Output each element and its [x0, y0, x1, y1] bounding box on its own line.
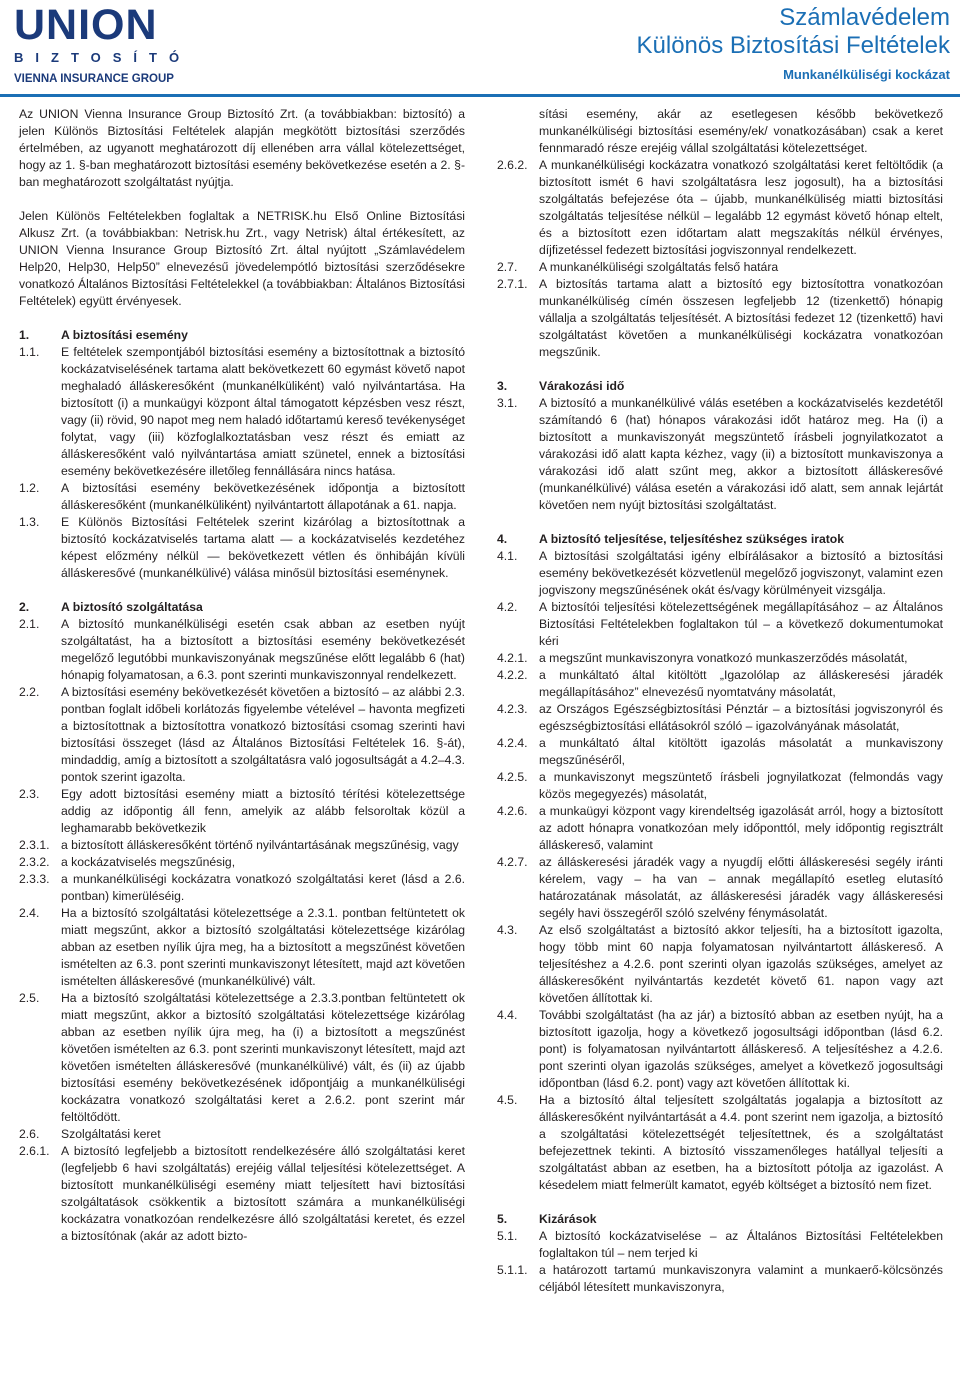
clause-item [497, 667, 943, 701]
clause-text: a munkanélküliségi kockázatra vonatkozó szolgáltatási keret (lásd a 2.6. pontban) kimerüléséig. [61, 872, 465, 903]
clause-number: 2.6.1. [19, 1144, 50, 1158]
clause-text: a munkaviszonyt megszüntető írásbeli jognyilatkozat (felmondás vagy közös megegyezés) másolatát, [539, 770, 943, 801]
spacer [19, 310, 465, 327]
section-title: A biztosító teljesítése, teljesítéshez szükséges iratok [539, 532, 845, 546]
header-divider [0, 94, 960, 97]
clause-text: a munkaügyi központ vagy kirendeltség igazolását arról, hogy a biztosított az adott hónapra vonatkozóan mely időponttól, mely időpontig regisztrált álláskereső, valamint [539, 804, 943, 852]
section-number: 2. [19, 600, 30, 614]
section-title: Kizárások [539, 1212, 597, 1226]
section-title: Várakozási idő [539, 379, 625, 393]
clause-item [19, 990, 465, 1126]
clause-item [497, 1262, 943, 1296]
spacer [497, 514, 943, 531]
clause-number: 5.1. [497, 1229, 518, 1243]
clause-item [19, 1126, 465, 1143]
document-title-block [637, 4, 951, 84]
section-number: 5. [497, 1212, 508, 1226]
clause-item [19, 905, 465, 990]
section-title: A biztosítási esemény [61, 328, 188, 342]
clause-text: a munkáltató által kitöltött „Igazolólap az álláskeresési járadék megállapításához” elnevezésű nyomtatvány másolatát, [539, 668, 943, 699]
clause-item [497, 548, 943, 599]
clause-text: az álláskeresési járadék vagy a nyugdíj előtti álláskeresési segély iránti kérelem, vagy – ha van – annak megállapító esetleg elutasító határozatának másolatát, az álláskeresési járadék vagy álláskeresési segély havi összegéről szóló szelvény fénymásolatát. [539, 855, 943, 920]
clause-item [19, 871, 465, 905]
clause-number: 2.5. [19, 991, 40, 1005]
section-heading [497, 1211, 943, 1228]
right-column [497, 106, 943, 1296]
clause-item [497, 1007, 943, 1092]
clause-number: 4.3. [497, 923, 518, 937]
clause-number: 4.2.2. [497, 668, 528, 682]
clause-item [497, 854, 943, 922]
clause-number: 5.1.1. [497, 1263, 528, 1277]
section-heading [19, 327, 465, 344]
document-subtitle: Különös Biztosítási Feltételek [636, 32, 950, 59]
clause-text: A biztosítói teljesítési kötelezettségének megállapításához – az Általános Biztosítási Feltételekben foglaltakon túl – a következő dokumentumokat kéri [539, 600, 943, 648]
clause-number: 2.3.2. [19, 855, 50, 869]
clause-text: A biztosítás tartama alatt a biztosító egy biztosítottra vonatkozóan munkanélküliség címén összesen legfeljebb 12 (tizenkettő) hónapig vállalja a szolgáltatás teljesítését. A biztosítási fedezet 12 (tizenkettő) havi szolgáltatást követően a munkanélküliségi kockázatra vonatkozóan megszűnik. [539, 277, 943, 359]
clause-item [19, 344, 465, 480]
spacer [19, 582, 465, 599]
clause-number: 4.4. [497, 1008, 518, 1022]
clause-text: A biztosítási szolgáltatási igény elbírálásakor a biztosító a biztosítási esemény bekövetkezését közvetlenül megelőző jogviszonyt, valamint ezen jogviszony megszűnésének okát és/vagy körülményeit vizsgálja. [539, 549, 943, 597]
clause-number: 4.2.5. [497, 770, 528, 784]
clause-text: Szolgáltatási keret [61, 1127, 161, 1141]
logo-biztosito-text: BIZTOSÍTÓ [14, 50, 192, 65]
section-heading [19, 599, 465, 616]
clause-item [497, 1092, 943, 1194]
clause-number: 4.2.3. [497, 702, 528, 716]
clause-item [19, 1143, 465, 1245]
clause-text: Az első szolgáltatást a biztosító akkor teljesíti, ha a biztosított igazolta, hogy több mint 60 napja folyamatosan nyilvántartott álláskereső. A teljesítéshez a 4.2.6. pont szerinti olyan igazolás szükséges, amelyet az álláskeresőként nyilvántartás kezdetét követő 61. napon vagy azt követően állítottak ki. [539, 923, 943, 1005]
clause-text: A biztosító munkanélküliségi esetén csak abban az esetben nyújt szolgáltatást, ha a biztosított a biztosítási esemény bekövetkezését megelőző legutóbbi munkaviszonyának megszűnése előtt legalább 6 (hat) hónapig folyamatosan, a 6.3. pont szerinti munkaviszonnyal rendelkezett. [61, 617, 465, 682]
clause-text: E Különös Biztosítási Feltételek szerint kizárólag a biztosítottnak a biztosító kockázatviselés tartama alatt — a kockázatviselés kezdetéhez képest előzmény nélkül — bekövetkezett vétlen és önhibáján kívüli álláskeresővé (munkanélkülivé) válása minősül biztosítási eseménynek. [61, 515, 465, 580]
clause-number: 4.1. [497, 549, 518, 563]
clause-text: Ha a biztosító szolgáltatási kötelezettsége a 2.3.3.pontban feltüntetett ok miatt megszűnt, akkor a biztosító szolgáltatási kötelezettsége kizárólag abban az esetben nyílik újra meg, ha (i) a biztosított a megszűnést követően ismételten az 6.3. pont szerinti munkaviszonyt létesített, majd azt követően ismételten álláskeresővé (munkanélkülivé) vált, és (ii) az újabb biztosítási esemény bekövetkezésének időpontjáig a munkanélküliségi kockázatra vonatkozó szolgáltatási keret a 2.6.2. pont szerint már feltöltődött. [61, 991, 465, 1124]
clause-number: 4.2.6. [497, 804, 528, 818]
clause-text: A biztosítási esemény bekövetkezését követően a biztosító – az alábbi 2.3. pontban foglalt időbeli korlátozás figyelembe vételével – havonta megfizeti a biztosítottnak a biztosítottra vonatkozó biztosítási csomag szerinti havi biztosítási összeget (lásd az Általános Biztosítási Feltételek 16. §-át), mindaddig, amíg a biztosított a szolgáltatásra való jogosultságát a 4.2–4.3. pontok szerint igazolta. [61, 685, 465, 784]
clause-number: 4.2. [497, 600, 518, 614]
clause-number: 2.7. [497, 260, 518, 274]
section-number: 1. [19, 328, 30, 342]
clause-text: A biztosító a munkanélkülivé válás esetében a kockázatviselés kezdetétől számítandó 6 (hat) hónapos várakozási időt határoz meg. Ha (i) a biztosított a munkaviszonyát megszüntető írásbeli jognyilatkozatot a várakozási idő alatt kapta kézhez, vagy (ii) a biztosított munkaviszonya a várakozási idő alatt szűnt meg, akkor a biztosított álláskeresővé (munkanélkülivé) válása esetén a várakozási idő alatt, sem annak lejártát követően nem nyújt biztosítási szolgáltatást. [539, 396, 943, 512]
clause-number: 3.1. [497, 396, 518, 410]
clause-item [19, 786, 465, 837]
section-number: 4. [497, 532, 508, 546]
section-title: A biztosító szolgáltatása [61, 600, 203, 614]
clause-text: További szolgáltatást (ha az jár) a biztosító abban az esetben nyújt, ha a biztosított igazolja, hogy a következő jogosultsági időpontban (lásd 6.2. pont) is folyamatosan nyilvántartott álláskereső. A teljesítéshez a 4.2.6. pont szerinti olyan igazolás szükséges, amelyet a következő jogosultsági időpontban (lásd 6.2. pont) vagy azt követően állítottak ki. [539, 1008, 943, 1090]
clause-item [497, 701, 943, 735]
clause-number: 2.3. [19, 787, 40, 801]
section-heading [497, 378, 943, 395]
clause-text: A munkanélküliségi kockázatra vonatkozó szolgáltatási keret feltöltődik (a biztosított ismét 6 havi szolgáltatásra lesz jogosult), ha a biztosítási szolgáltatás befejezése óta – újabb, munkanélküliség miatti biztosítási szolgáltatás teljesítése nélkül – legalább 12 egymást követő hónap eltelt, és a biztosított ezen időtartam alatt megszakítás nélkül érvényes, díjfizetéssel fedezett biztosítási jogviszonnyal rendelkezett. [539, 158, 943, 257]
clause-text: A biztosító legfeljebb a biztosított rendelkezésére álló szolgáltatási keret (legfeljebb 6 havi szolgáltatás) erejéig vállal teljesítési kötelezettséget. A biztosított munkanélküliségi esemény miatt teljesített havi biztosítási szolgáltatások csökkentik a biztosított számára a munkanélküliségi kockázatra vonatkozóan rendelkezésre álló szolgáltatási keretet, és ezzel a biztosítónak (akár az adott bizto- [61, 1144, 465, 1243]
clause-number: 4.2.1. [497, 651, 528, 665]
clause-item [497, 735, 943, 769]
clause-text: a kockázatviselés megszűnésig, [61, 855, 236, 869]
clause-number: 4.2.4. [497, 736, 528, 750]
clause-text: Ha a biztosító szolgáltatási kötelezettsége a 2.3.1. pontban feltüntetett ok miatt megszűnt, akkor a biztosító szolgáltatási kötelezettsége kizárólag abban az esetben nyílik újra meg, ha a biztosított a megszűnést követően ismételten az 6.3. pont szerinti munkaviszonyt létesített, majd azt követően ismételten álláskeresővé (munkanélkülivé) vált. [61, 906, 465, 988]
logo-union-text: UNION [14, 1, 158, 49]
clause-number: 2.2. [19, 685, 40, 699]
clause-text: E feltételek szempontjából biztosítási esemény a biztosítottnak a biztosító kockázatviselésének tartama alatt bekövetkezett 60 egymást követő napot meghaladó álláskeresőként (munkanélküliként) való nyilvántartása. Ha biztosított (i) a munkaügyi központ által támogatott képzésben vesz részt, vagy (ii) rövid, 90 napot meg nem haladó időtartamú kereső tevékenységet folytat, vagy (iii) közfoglalkoztatásban vesz részt és emiatt az álláskeresőként való nyilvántartása amiatt szünetel, ennek a biztosítási esemény bekövetkezésére illetőleg fennállására nincs hatása. [61, 345, 465, 478]
continued-paragraph: sítási esemény, akár az esetlegesen később bekövetkező munkanélküliségi biztosítási esemény/ek/ vonatkozásában) csak a keret fennmaradó része erejéig vállal szolgáltatási kötelezettséget. [539, 107, 943, 155]
clause-number: 2.7.1. [497, 277, 528, 291]
clause-item [497, 922, 943, 1007]
clause-text: Egy adott biztosítási esemény miatt a biztosító térítési kötelezettsége addig az időpontig áll fenn, amelyik az alább felsoroltak közül a leghamarabb bekövetkezik [61, 787, 465, 835]
clause-text: a biztosított álláskeresőként történő nyilvántartásának megszűnésig, vagy [61, 838, 459, 852]
clause-number: 2.3.3. [19, 872, 50, 886]
clause-number: 2.6.2. [497, 158, 528, 172]
intro-paragraph: Az UNION Vienna Insurance Group Biztosító Zrt. (a továbbiakban: biztosító) a jelen Különös Biztosítási Feltételek alapján megkötött biztosítási szerződés értelmében, az ugyanott meghatározott díj ellenében arra vállal kötelezettséget, hogy az 1. §-ban meghatározott biztosítási esemény bekövetkezése esetén a 2. §-ban meghatározott szolgáltatást nyújtja. [19, 107, 465, 189]
clause-item [497, 650, 943, 667]
clause-number: 1.2. [19, 481, 40, 495]
clause-number: 1.1. [19, 345, 40, 359]
clause-item [497, 259, 943, 276]
clause-item [497, 157, 943, 259]
clause-number: 2.4. [19, 906, 40, 920]
clause-text: A biztosítási esemény bekövetkezésének időpontja a biztosított álláskeresőként (munkanélküliként) nyilvántartott állapotának a 61. napja. [61, 481, 465, 512]
clause-number: 2.1. [19, 617, 40, 631]
clause-item [497, 395, 943, 514]
clause-text: A munkanélküliségi szolgáltatás felső határa [539, 260, 779, 274]
clause-item [19, 854, 465, 871]
intro-paragraph: Jelen Különös Feltételekben foglaltak a NETRISK.hu Első Online Biztosítási Alkusz Zrt. (a továbbiakban: Netrisk.hu Zrt., vagy Netrisk) által értékesített, az UNION Vienna Insurance Group Biztosító Zrt. által nyújtott „Számlavédelem Help20, Help30, Help50” elnevezésű jövedelempótló biztosítási szerződésekre vonatkozó Általános Biztosítási Feltételekkel (a továbbiakban: Általános Biztosítási Feltételek) együtt érvényesek. [19, 209, 465, 308]
clause-item [497, 599, 943, 650]
clause-text: az Országos Egészségbiztosítási Pénztár – a biztosítási jogviszonyról és egészségbiztosítási ellátásokról szóló – igazolványának másolatát, [539, 702, 943, 733]
section-heading [497, 531, 943, 548]
clause-item [19, 684, 465, 786]
risk-type-label: Munkanélküliségi kockázat [783, 67, 950, 82]
clause-number: 2.6. [19, 1127, 40, 1141]
clause-number: 1.3. [19, 515, 40, 529]
logo-vig-text: VIENNA INSURANCE GROUP [14, 73, 174, 85]
page-header [0, 0, 960, 95]
clause-number: 4.2.7. [497, 855, 528, 869]
clause-number: 4.5. [497, 1093, 518, 1107]
clause-text: a megszűnt munkaviszonyra vonatkozó munkaszerződés másolatát, [539, 651, 908, 665]
section-number: 3. [497, 379, 508, 393]
spacer [497, 1194, 943, 1211]
clause-item [19, 616, 465, 684]
spacer [19, 191, 465, 208]
clause-item [19, 480, 465, 514]
document-title: Számlavédelem [779, 4, 950, 31]
clause-text: a határozott tartamú munkaviszonyra valamint a munkaerő-kölcsönzés céljából létesített munkaviszonyra, [539, 1263, 943, 1294]
clause-item [497, 1228, 943, 1262]
clause-item [497, 769, 943, 803]
left-column [19, 106, 465, 1245]
union-logo [14, 1, 192, 86]
clause-item [497, 276, 943, 361]
clause-item [497, 803, 943, 854]
clause-text: a munkáltató által kitöltött igazolás másolatát a munkaviszony megszűnéséről, [539, 736, 943, 767]
clause-text: Ha a biztosító által teljesített szolgáltatás jogalapja a biztosított az álláskeresőként nyilvántartását a 4.4. pont szerint nem igazolja, a biztosító a szolgáltatási kötelezettségét teljesítettnek, és a szolgáltatást befejezettnek tekinti. A biztosító visszamenőleges hatállyal teljesíti a szolgáltatást abban az esetben, ha a biztosított pótolja az igazolást. A késedelem miatt felmerült kamatot, egyéb költséget a biztosító nem fizet. [539, 1093, 943, 1192]
clause-text: A biztosító kockázatviselése – az Általános Biztosítási Feltételekben foglaltakon túl – nem terjed ki [539, 1229, 943, 1260]
spacer [497, 361, 943, 378]
clause-item [19, 837, 465, 854]
clause-item [19, 514, 465, 582]
clause-number: 2.3.1. [19, 838, 50, 852]
